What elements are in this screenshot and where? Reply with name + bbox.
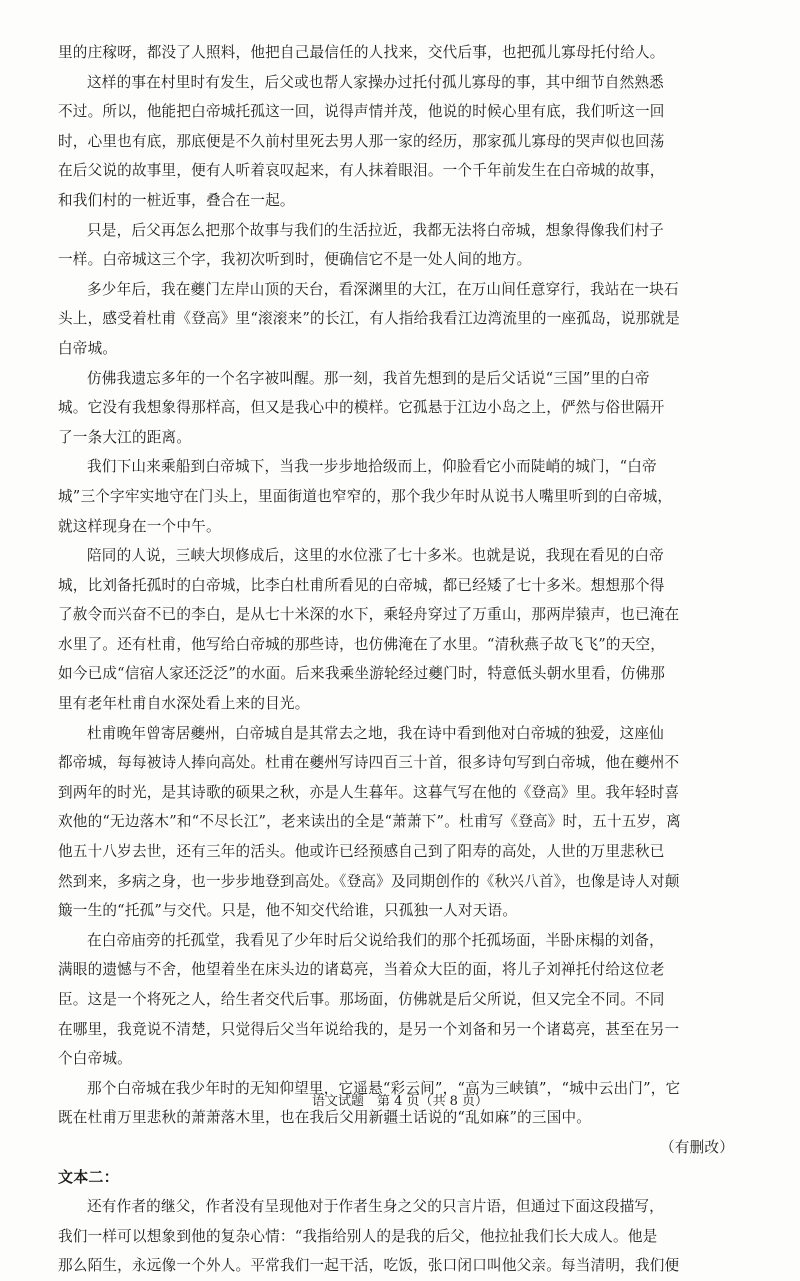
text-line: 和我们村的一桩近事，叠合在一起。 (58, 191, 295, 209)
text-line: 那个白帝城在我少年时的无知仰望里，它遥悬“彩云间”，“高为三峡镇”，“城中云出门”，它 (87, 1079, 681, 1097)
text-line: 这样的事在村里时有发生，后父或也帮人家操办过托付孤儿寡母的事，其中细节自然熟悉 (87, 73, 664, 91)
text-line: 都帝城，每每被诗人捧向高处。杜甫在夔州写诗四百三十首，很多诗句写到白帝城，他在夔州不 (58, 754, 680, 772)
text-line: 满眼的遗憾与不舍，他望着坐在床头边的诸葛亮，当着众大臣的面，将儿子刘禅托付给这位老 (58, 961, 665, 979)
text-line: 城。它没有我想象得那样高，但又是我心中的模样。它孤悬于江边小岛之上，俨然与俗世隔开 (58, 399, 665, 417)
text-line: 既在杜甫万里悲秋的萧萧落木里，也在我后父用新疆土话说的“乱如麻”的三国中。 (58, 1109, 592, 1127)
text-line: 到两年的时光，是其诗歌的硕果之秋，亦是人生暮年。这暮气写在他的《登高》里。我年轻时喜 (58, 783, 680, 801)
text-line: 在后父说的故事里，便有人听着哀叹起来，有人抹着眼泪。一个千年前发生在白帝城的故事， (58, 162, 665, 180)
section-heading: 文本二： (58, 1167, 119, 1186)
text-line: 头上，感受着杜甫《登高》里“滚滚来”的长江，有人指给我看江边湾流里的一座孤岛，说那就是 (58, 310, 680, 328)
text-line: 了赦令而兴奋不已的李白，是从七十米深的水下，乘轻舟穿过了万重山，那两岸猿声，也已淹在 (58, 606, 680, 624)
text-line: 杜甫晚年曾寄居夔州，白帝城自是其常去之地，我在诗中看到他对白帝城的独爱，这座仙 (87, 724, 664, 742)
text-line: 多少年后，我在夔门左岸山顶的天台，看深渊里的大江，在万山间任意穿行，我站在一块石 (87, 280, 679, 298)
text-line: 仿佛我遗忘多年的一个名字被叫醒。那一刻，我首先想到的是后父话说“三国”里的白帝 (87, 369, 650, 387)
text-line: 陪同的人说，三峡大坝修成后，这里的水位涨了七十多米。也就是说，我现在看见的白帝 (87, 547, 664, 565)
text-line: 他五十八岁去世，还有三年的活头。他或许已经预感自己到了阳寿的高处，人世的万里悲秋已 (58, 843, 665, 861)
text-line: 城”三个字牢实地守在门头上，里面街道也窄窄的，那个我少年时从说书人嘴里听到的白帝城， (58, 487, 673, 505)
text-line: 我们下山来乘船到白帝城下，当我一步步地拾级而上，仰脸看它小而陡峭的城门，“白帝 (87, 458, 657, 476)
text-line: 臣。这是一个将死之人，给生者交代后事。那场面，仿佛就是后父所说，但又完全不同。不同 (58, 991, 665, 1008)
text-line: 里的庄稼呀，都没了人照料，他把自己最信任的人找来，交代后事，也把孤儿寡母托付给人。 (58, 44, 665, 61)
text-line: 城，比刘备托孤时的白帝城，比李白杜甫所看见的白帝城，都已经矮了七十多米。想想那个得 (58, 576, 665, 594)
text-line: 我们一样可以想象到他的复杂心情：“我指给别人的是我的后父，他拉扯我们长大成人。他是 (58, 1227, 658, 1245)
text-line: 那么陌生，永远像一个外人。平常我们一起干活，吃饭，张口闭口叫他父亲。每当清明，我们便 (58, 1257, 680, 1275)
text-line: 里有老年杜甫自水深处看上来的目光。 (58, 695, 310, 713)
text-line: 水里了。还有杜甫，他写给白帝城的那些诗，也仿佛淹在了水里。“清秋燕子故飞飞”的天空， (58, 635, 666, 653)
text-line: 如今已成“信宿人家还泛泛”的水面。后来我乘坐游轮经过夔门时，特意低头朝水里看，仿佛那 (58, 665, 666, 683)
text-line: 时，心里也有底，那底便是不久前村里死去男人那一家的经历，那家孤儿寡母的哭声似也回荡 (58, 132, 665, 150)
text-line: 还有作者的继父，作者没有呈现他对于作者生身之父的只言片语，但通过下面这段描写， (87, 1198, 664, 1216)
text-line: 不过。所以，他能把白帝城托孤这一回，说得声情并茂，他说的时候心里有底，我们听这一回 (58, 103, 665, 121)
text-line: 一样。白帝城这三个字，我初次听到时，便确信它不是一处人间的地方。 (58, 251, 532, 269)
text-line: 簸一生的“托孤”与交代。只是，他不知交代给谁，只孤独一人对天语。 (58, 902, 518, 920)
text-line: 白帝城。 (58, 339, 118, 357)
text-line: 了一条大江的距离。 (58, 428, 192, 446)
page-footer: 语文试题 第 4 页（共 8 页） (311, 1094, 489, 1109)
text-line: 就这样现身在一个中午。 (58, 517, 221, 535)
text-line: 只是，后父再怎么把那个故事与我们的生活拉近，我都无法将白帝城，想象得像我们村子 (87, 221, 664, 239)
text-line: 欢他的“无边落木”和“不尽长江”，老来读出的全是“萧萧下”。杜甫写《登高》时，五十五岁，离 (58, 813, 681, 831)
text-line: 在白帝庙旁的托孤堂，我看见了少年时后父说给我们的那个托孤场面，半卧床榻的刘备， (87, 931, 664, 949)
text-line: 在哪里，我竟说不清楚，只觉得后父当年说给我的，是另一个刘备和另一个诸葛亮，甚至在另一 (58, 1020, 680, 1038)
text-line: 然到来，多病之身，也一步步地登到高处。《登高》及同期创作的《秋兴八首》，也像是诗人对颠 (58, 872, 680, 890)
source-note: （有删改） (660, 1138, 734, 1156)
text-line: 个白帝城。 (58, 1050, 132, 1068)
